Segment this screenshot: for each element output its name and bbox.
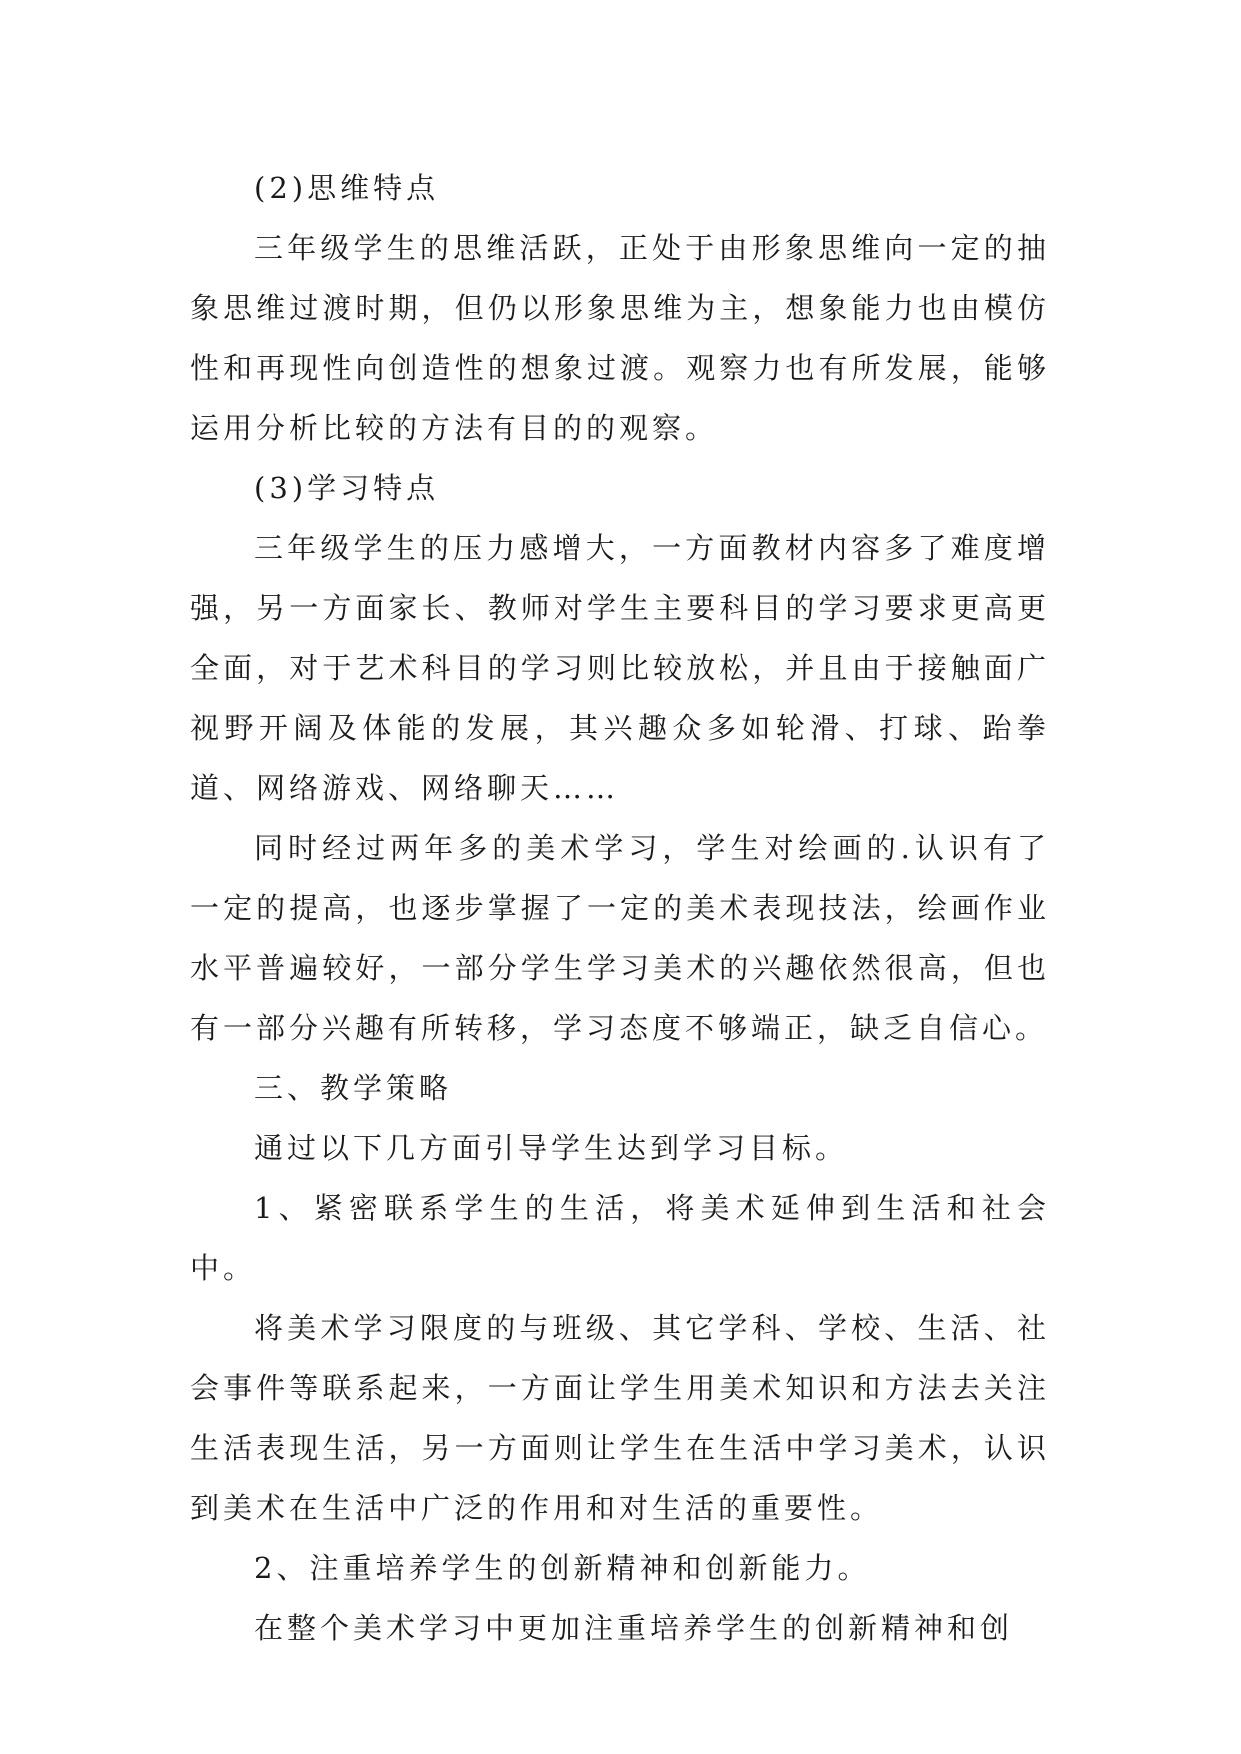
section-heading-learning: (3)学习特点 [254, 471, 440, 505]
paragraph-thinking: 三年级学生的思维活跃，正处于由形象思维向一定的抽象思维过渡时期，但仍以形象思维为主，想象能力也由模仿性和再现性向创造性的想象过渡。观察力也有所发展，能够运用分析比较的方法有目的的观察。 [190, 231, 1050, 445]
paragraph-strategy-1: 将美术学习限度的与班级、其它学科、学校、生活、社会事件等联系起来，一方面让学生用美术知识和方法去关注生活表现生活，另一方面则让学生在生活中学习美术，认识到美术在生活中广泛的作用和对生活的重要性。 [190, 1311, 1050, 1525]
paragraph-learning-progress: 同时经过两年多的美术学习，学生对绘画的.认识有了一定的提高，也逐步掌握了一定的美术表现技法，绘画作业水平普遍较好，一部分学生学习美术的兴趣依然很高，但也有一部分兴趣有所转移，学习态度不够端正，缺乏自信心。 [190, 831, 1050, 1045]
paragraph-strategy-intro: 通过以下几方面引导学生达到学习目标。 [254, 1131, 849, 1165]
document-body [190, 158, 1050, 1658]
strategy-item-2: 2、注重培养学生的创新精神和创新能力。 [254, 1551, 871, 1585]
section-heading-thinking: (2)思维特点 [254, 171, 440, 205]
strategy-item-1: 1、紧密联系学生的生活，将美术延伸到生活和社会中。 [190, 1191, 1050, 1285]
paragraph-learning-pressure: 三年级学生的压力感增大，一方面教材内容多了难度增强，另一方面家长、教师对学生主要科目的学习要求更高更全面，对于艺术科目的学习则比较放松，并且由于接触面广视野开阔及体能的发展，其兴趣众多如轮滑、打球、跆拳道、网络游戏、网络聊天…… [190, 531, 1050, 805]
paragraph-strategy-2: 在整个美术学习中更加注重培养学生的创新精神和创 [254, 1611, 1014, 1645]
section-heading-strategy: 三、教学策略 [254, 1071, 453, 1105]
